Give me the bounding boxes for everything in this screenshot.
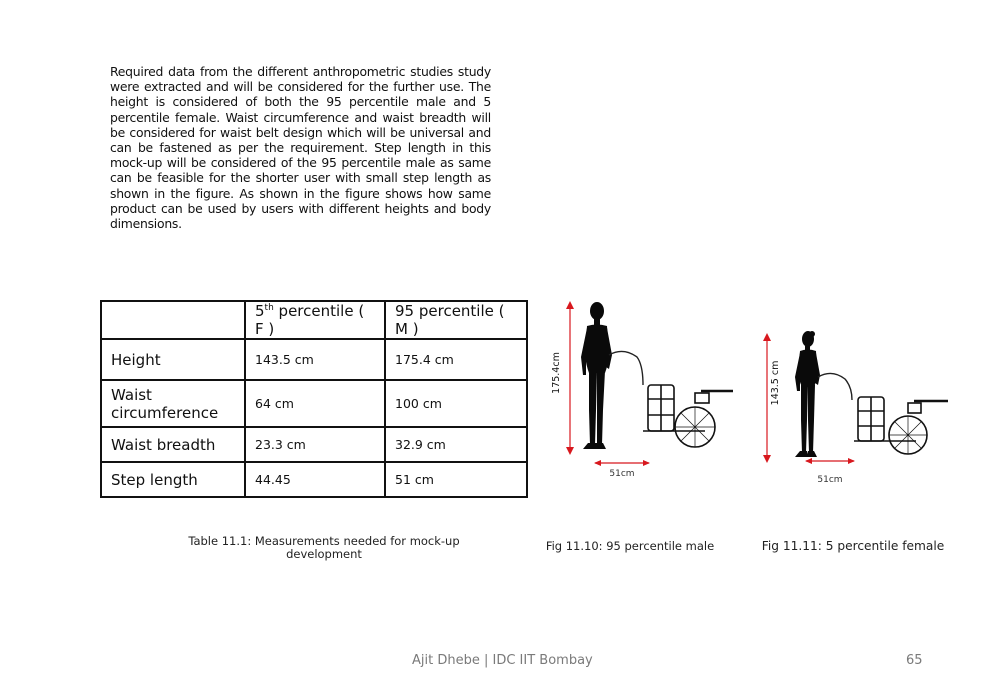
male-height-label: 175.4cm <box>551 352 562 394</box>
table-row-label: Waist breadth <box>101 427 245 462</box>
figure-caption-female: Fig 11.11: 5 percentile female <box>761 539 945 553</box>
table-header-row <box>101 301 527 339</box>
table-cell-male: 100 cm <box>385 380 527 427</box>
table-row <box>101 462 527 497</box>
female-figure-illustration <box>760 325 955 490</box>
table-header-empty <box>101 301 245 339</box>
trolley-cart <box>643 385 733 447</box>
male-figure-illustration <box>545 295 740 485</box>
table-header-male: 95 percentile ( M ) <box>385 301 527 339</box>
table-cell-female: 64 cm <box>245 380 385 427</box>
table-row <box>101 427 527 462</box>
table-caption: Table 11.1: Measurements needed for mock-up development <box>188 534 460 561</box>
body-paragraph: Required data from the different anthropometric studies study were extracted and will be considered for the further use. The height is considered of both the 95 percentile male and 5 percentile female. Waist circumference and waist breadth will be considered for waist belt design which will be universal and can be fastened as per the requirement. Step length in this mock-up will be considered of the 95 percentile male as same can be feasible for the shorter user with small step length as shown in the figure. As shown in the figure shows how same product can be used by users with different heights and body dimensions. <box>110 64 491 232</box>
page-number: 65 <box>906 653 923 668</box>
step-dimension-line <box>805 458 855 464</box>
table-cell-female: 23.3 cm <box>245 427 385 462</box>
trolley-cart <box>854 397 948 454</box>
female-height-label: 143.5 cm <box>770 360 781 406</box>
measurements-table <box>100 300 528 498</box>
table-row <box>101 339 527 380</box>
waist-belt-connector <box>609 351 643 385</box>
table-row-label: Height <box>101 339 245 380</box>
table-cell-male: 32.9 cm <box>385 427 527 462</box>
table-cell-male: 51 cm <box>385 462 527 497</box>
female-step-label: 51cm <box>817 475 843 485</box>
female-silhouette <box>795 331 820 457</box>
waist-belt-connector <box>818 373 852 400</box>
male-step-label: 51cm <box>609 469 635 479</box>
table-cell-male: 175.4 cm <box>385 339 527 380</box>
table-row-label: Step length <box>101 462 245 497</box>
table-cell-female: 143.5 cm <box>245 339 385 380</box>
step-dimension-line <box>594 460 650 466</box>
table-row <box>101 380 527 427</box>
height-dimension-line <box>566 301 574 455</box>
figure-caption-male: Fig 11.10: 95 percentile male <box>545 539 715 553</box>
male-silhouette <box>581 302 612 449</box>
table-row-label: Waist circumference <box>101 380 245 427</box>
footer-author: Ajit Dhebe | IDC IIT Bombay <box>412 653 593 668</box>
table-header-female: 5th percentile ( F ) <box>245 301 385 339</box>
table-cell-female: 44.45 <box>245 462 385 497</box>
